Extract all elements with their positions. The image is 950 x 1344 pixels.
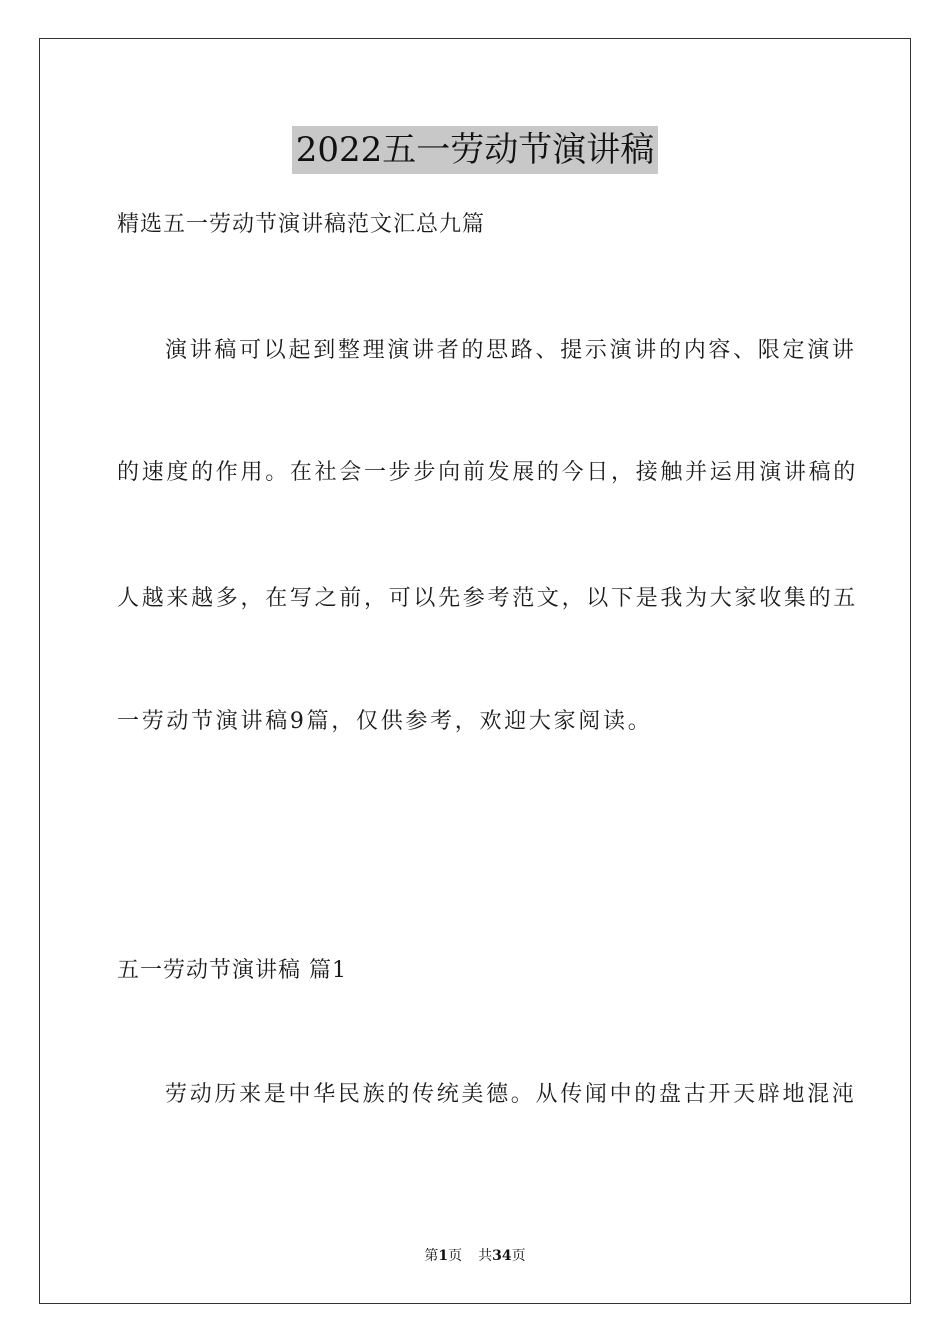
document-title: 2022五一劳动节演讲稿: [292, 126, 659, 174]
footer-page-prefix: 第: [424, 1248, 439, 1264]
intro-paragraph-line-1: 演讲稿可以起到整理演讲者的思路、提示演讲的内容、限定演讲: [165, 338, 857, 363]
page-footer: [0, 1247, 950, 1265]
footer-page-total: 34: [492, 1248, 512, 1264]
footer-total-prefix: 共: [478, 1248, 493, 1264]
intro-paragraph-line-2: 的速度的作用。在社会一步步向前发展的今日，接触并运用演讲稿的: [117, 460, 859, 485]
footer-page-suffix: 页: [448, 1248, 463, 1264]
section-heading: 五一劳动节演讲稿 篇1: [117, 958, 347, 983]
section-paragraph-line-1: 劳动历来是中华民族的传统美德。从传闻中的盘古开天辟地混沌: [165, 1082, 857, 1107]
intro-paragraph-line-3: 人越来越多，在写之前，可以先参考范文，以下是我为大家收集的五: [117, 586, 859, 611]
footer-total-suffix: 页: [511, 1248, 526, 1264]
footer-page-current: 1: [438, 1248, 449, 1264]
title-container: [0, 126, 950, 174]
document-subtitle: 精选五一劳动节演讲稿范文汇总九篇: [117, 212, 486, 237]
intro-paragraph-line-4: 一劳动节演讲稿9篇，仅供参考，欢迎大家阅读。: [117, 709, 653, 734]
